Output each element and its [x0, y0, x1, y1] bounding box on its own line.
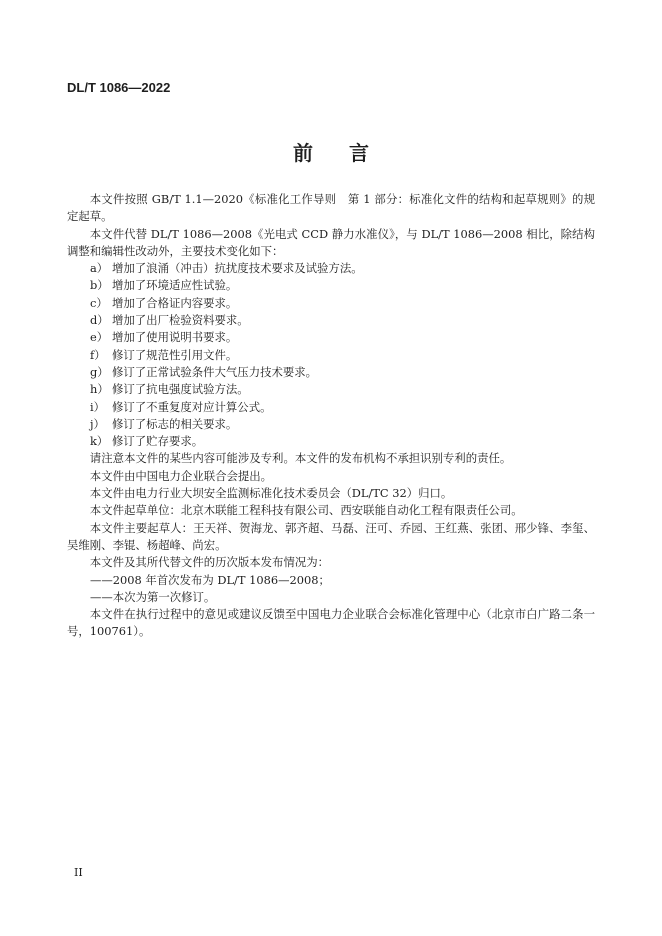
list-item-text: 修订了正常试验条件大气压力技术要求。: [112, 364, 318, 379]
paragraph-patent-notice: 请注意本文件的某些内容可能涉及专利。本文件的发布机构不承担识别专利的责任。: [89, 451, 512, 466]
list-item-text: 修订了贮存要求。: [112, 434, 204, 449]
list-item: [67, 260, 595, 277]
list-item-text: 增加了浪涌（冲击）抗扰度技术要求及试验方法。: [112, 261, 363, 276]
list-item-text: 修订了不重复度对应计算公式。: [112, 399, 272, 414]
paragraph-proposer: 本文件由中国电力企业联合会提出。: [89, 468, 273, 483]
list-item-label: a）: [90, 261, 109, 276]
list-item-label: e）: [90, 330, 109, 345]
list-item-label: j）: [90, 416, 105, 431]
list-item: [67, 364, 595, 381]
list-item-text: 增加了合格证内容要求。: [112, 295, 238, 310]
page-title: 前言: [293, 141, 405, 165]
list-item-text: 增加了出厂检验资料要求。: [112, 313, 249, 328]
paragraph-drafters: 本文件主要起草人：王天祥、贺海龙、郭齐超、马磊、汪可、乔园、王红燕、张团、邢少锋、李玺、吴维刚、李锟、杨超峰、尚宏。: [67, 520, 595, 552]
paragraph-feedback: 本文件在执行过程中的意见或建议反馈至中国电力企业联合会标准化管理中心（北京市白广路二条一号，100761）。: [67, 607, 595, 639]
list-item: [67, 399, 595, 416]
list-item-label: k）: [90, 434, 109, 449]
paragraph-committee: 本文件由电力行业大坝安全监测标准化技术委员会（DL/TC 32）归口。: [89, 486, 453, 501]
list-item-label: c）: [90, 295, 108, 310]
history-item: ——本次为第一次修订。: [90, 589, 216, 604]
list-item-text: 增加了环境适应性试验。: [112, 278, 238, 293]
list-item-label: h）: [90, 382, 109, 397]
changes-list: [67, 260, 595, 450]
list-item-text: 修订了规范性引用文件。: [112, 347, 238, 362]
list-item-label: d）: [90, 313, 109, 328]
list-item: [67, 347, 595, 364]
list-item: [67, 295, 595, 312]
list-item-text: 修订了抗电强度试验方法。: [112, 382, 249, 397]
paragraph-drafting-units: 本文件起草单位：北京木联能工程科技有限公司、西安联能自动化工程有限责任公司。: [89, 503, 523, 518]
paragraph-replacement: 本文件代替 DL/T 1086—2008《光电式 CCD 静力水准仪》，与 DL/T 1086—2008 相比，除结构调整和编辑性改动外，主要技术变化如下：: [67, 226, 595, 258]
paragraph-history-intro: 本文件及其所代替文件的历次版本发布情况为：: [89, 555, 330, 570]
list-item: [67, 277, 595, 294]
list-item: [67, 381, 595, 398]
list-item-text: 修订了标志的相关要求。: [112, 416, 238, 431]
page-number: II: [74, 866, 83, 879]
list-item: [67, 312, 595, 329]
document-code: DL/T 1086—2022: [67, 80, 171, 95]
paragraph-drafting-basis: 本文件按照 GB/T 1.1—2020《标准化工作导则 第 1 部分：标准化文件的结构和起草规则》的规定起草。: [67, 192, 595, 224]
list-item: [67, 329, 595, 346]
list-item-text: 增加了使用说明书要求。: [112, 330, 238, 345]
list-item-label: i）: [90, 399, 106, 414]
list-item-label: f）: [90, 347, 106, 362]
history-item: ——2008 年首次发布为 DL/T 1086—2008；: [90, 572, 330, 587]
list-item-label: b）: [90, 278, 109, 293]
list-item: [67, 433, 595, 450]
list-item: [67, 416, 595, 433]
document-body: [67, 191, 595, 641]
list-item-label: g）: [90, 364, 109, 379]
